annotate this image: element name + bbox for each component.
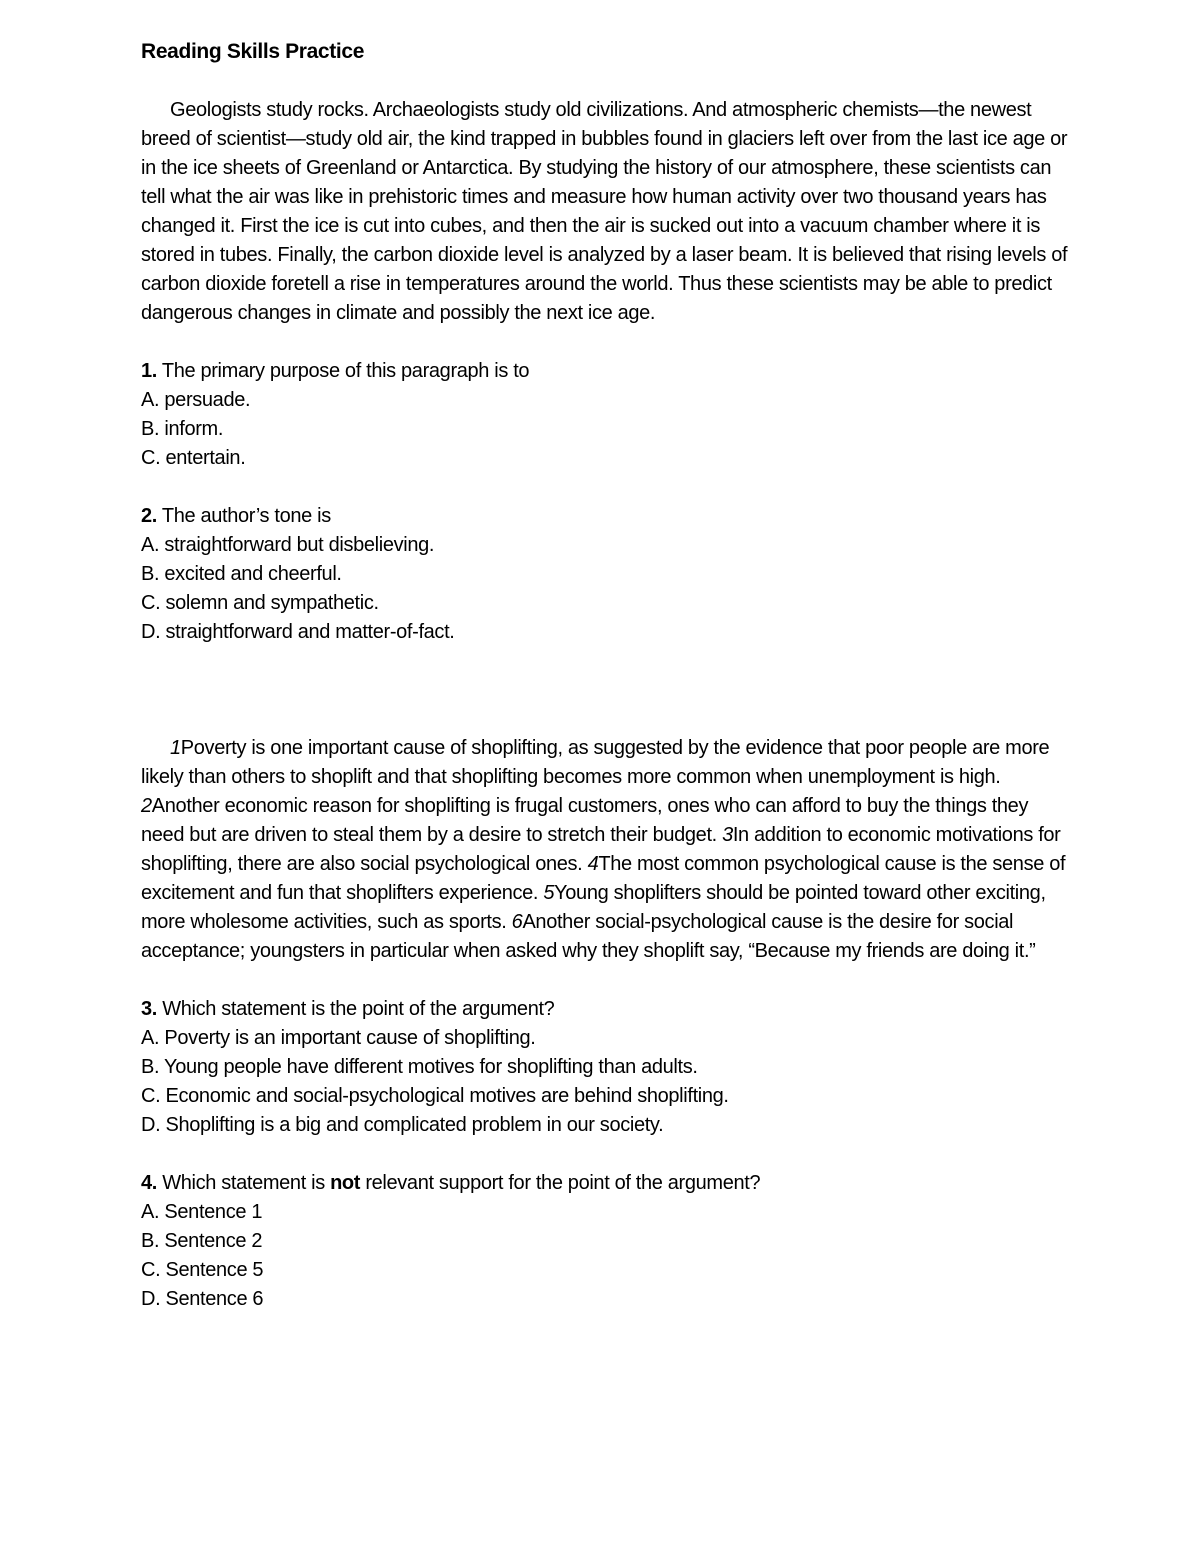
question-text: Which statement is the point of the argument? xyxy=(162,998,555,1020)
page-title: Reading Skills Practice xyxy=(141,40,365,63)
worksheet-page xyxy=(141,36,1071,1314)
sentence-text: In addition to economic motivations for shoplifting, there are also social psychological ones. xyxy=(141,824,1061,875)
answer-option: C. entertain. xyxy=(141,447,246,469)
answer-option: A. Poverty is an important cause of shoplifting. xyxy=(141,1027,536,1049)
question-stem xyxy=(141,502,1071,531)
section-spacer xyxy=(141,647,1071,734)
sentence-number: 3 xyxy=(722,824,733,846)
question-2 xyxy=(141,502,1071,647)
question-number: 1. xyxy=(141,360,157,382)
question-number: 2. xyxy=(141,505,157,527)
question-text-end: relevant support for the point of the argument? xyxy=(360,1172,761,1194)
question-text-start: Which statement is xyxy=(162,1172,331,1194)
answer-option: A. Sentence 1 xyxy=(141,1201,263,1223)
question-stem xyxy=(141,1169,1071,1198)
passage-atmospheric-chemists: Geologists study rocks. Archaeologists study old civilizations. And atmospheric chemists—the newest breed of scientist—study old air, the kind trapped in bubbles found in glaciers left over from the last ice age or in the ice sheets of Greenland or Antarctica. By studying the history of our atmosphere, these scientists can tell what the air was like in prehistoric times and measure how human activity over two thousand years has changed it. First the ice is cut into cubes, and then the air is sucked out into a vacuum chamber where it is stored in tubes. Finally, the carbon dioxide level is analyzed by a laser beam. It is believed that rising levels of carbon dioxide foretell a rise in temperatures around the world. Thus these scientists may be able to predict dangerous changes in climate and possibly the next ice age. xyxy=(141,99,1068,324)
sentence-text: Young shoplifters should be pointed toward other exciting, more wholesome activities, such as sports. xyxy=(141,882,1046,933)
sentence-text: Another social-psychological cause is the desire for social acceptance; youngsters in particular when asked why they shoplift say, “Because my friends are doing it.” xyxy=(141,911,1036,962)
sentence-number: 6 xyxy=(511,911,523,933)
question-stem xyxy=(141,357,1071,386)
question-emphasis: not xyxy=(330,1172,361,1194)
sentence-text: The most common psychological cause is the sense of excitement and fun that shoplifters experience. xyxy=(141,853,1066,904)
sentence-number: 1 xyxy=(170,737,181,759)
sentence-text: Poverty is one important cause of shoplifting, as suggested by the evidence that poor people are more likely than others to shoplift and that shoplifting becomes more common when unemployment is high. xyxy=(141,737,1050,788)
question-4 xyxy=(141,1169,1071,1314)
sentence-number: 5 xyxy=(543,882,555,904)
answer-option: C. Sentence 5 xyxy=(141,1259,264,1281)
question-text: The primary purpose of this paragraph is to xyxy=(161,360,530,382)
sentence-text: Another economic reason for shoplifting is frugal customers, ones who can afford to buy the things they need but are driven to steal them by a desire to stretch their budget. xyxy=(141,795,1029,846)
question-3 xyxy=(141,995,1071,1140)
answer-option: C. solemn and sympathetic. xyxy=(141,592,379,614)
answer-option: B. Sentence 2 xyxy=(141,1230,263,1252)
answer-option: D. Shoplifting is a big and complicated problem in our society. xyxy=(141,1114,664,1136)
answer-option: B. inform. xyxy=(141,418,224,440)
sentence-number: 2 xyxy=(141,795,152,817)
question-number: 4. xyxy=(141,1172,157,1194)
answer-option: B. excited and cheerful. xyxy=(141,563,342,585)
passage-shoplifting xyxy=(141,734,1071,966)
answer-option: D. Sentence 6 xyxy=(141,1288,264,1310)
answer-option: B. Young people have different motives for shoplifting than adults. xyxy=(141,1056,698,1078)
question-stem xyxy=(141,995,1071,1024)
answer-option: D. straightforward and matter-of-fact. xyxy=(141,621,455,643)
question-text: The author’s tone is xyxy=(161,505,331,527)
question-1 xyxy=(141,357,1071,473)
sentence-number: 4 xyxy=(587,853,599,875)
answer-option: C. Economic and social-psychological motives are behind shoplifting. xyxy=(141,1085,729,1107)
answer-option: A. persuade. xyxy=(141,389,251,411)
answer-option: A. straightforward but disbelieving. xyxy=(141,534,435,556)
question-number: 3. xyxy=(141,998,157,1020)
